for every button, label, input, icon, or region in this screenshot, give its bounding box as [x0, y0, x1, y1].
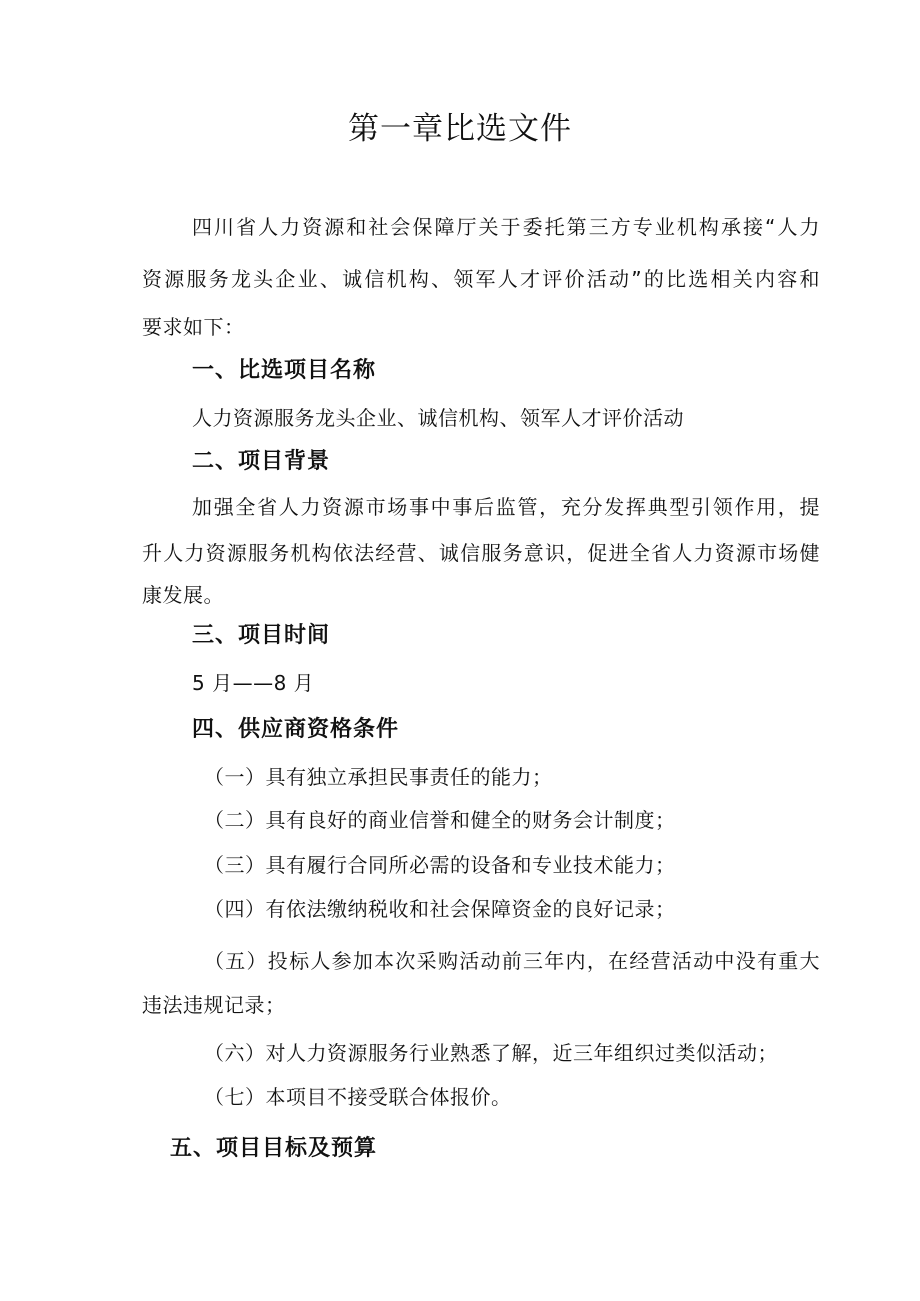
qualification-item-6: （六）对人力资源服务行业熟悉了解，近三年组织过类似活动； — [204, 1041, 778, 1065]
qualification-item-7: （七）本项目不接受联合体报价。 — [204, 1085, 512, 1109]
section-2-line-3: 康发展。 — [142, 583, 224, 607]
qualification-item-5-line-1: （五）投标人参加本次采购活动前三年内，在经营活动中没有重大 — [204, 949, 820, 973]
qualification-item-5-line-2: 违法违规记录； — [142, 993, 286, 1017]
section-1-text: 人力资源服务龙头企业、诚信机构、领军人才评价活动 — [192, 406, 684, 430]
intro-line-3: 要求如下： — [142, 315, 245, 339]
page-title: 第一章比选文件 — [348, 111, 572, 147]
qualification-item-1: （一）具有独立承担民事责任的能力； — [204, 765, 553, 789]
section-2-line-1: 加强全省人力资源市场事中事后监管，充分发挥典型引领作用，提 — [192, 495, 820, 519]
qualification-item-4: （四）有依法缴纳税收和社会保障资金的良好记录； — [204, 897, 676, 921]
intro-line-2: 资源服务龙头企业、诚信机构、领军人才评价活动”的比选相关内容和 — [142, 267, 820, 291]
section-heading-1: 一、比选项目名称 — [192, 358, 377, 383]
qualification-item-3: （三）具有履行合同所必需的设备和专业技术能力； — [204, 853, 676, 877]
section-3-text: 5 月——8 月 — [192, 671, 315, 695]
section-heading-3: 三、项目时间 — [192, 623, 331, 648]
section-heading-4: 四、供应商资格条件 — [192, 717, 400, 742]
section-2-line-2: 升人力资源服务机构依法经营、诚信服务意识，促进全省人力资源市场健 — [142, 541, 820, 565]
intro-line-1: 四川省人力资源和社会保障厅关于委托第三方专业机构承接“人力 — [192, 215, 820, 239]
section-heading-5: 五、项目目标及预算 — [170, 1136, 378, 1161]
qualification-item-2: （二）具有良好的商业信誉和健全的财务会计制度； — [204, 808, 676, 832]
section-heading-2: 二、项目背景 — [192, 449, 331, 474]
